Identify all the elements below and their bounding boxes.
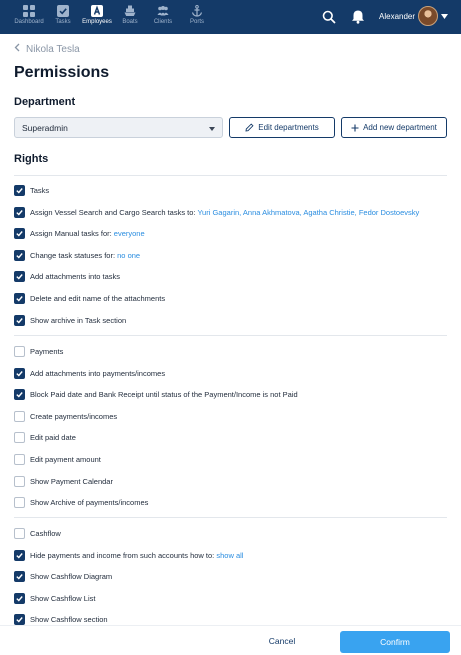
nav-item-clients[interactable]: [146, 5, 180, 31]
department-select[interactable]: [14, 117, 223, 138]
check-icon: [16, 252, 23, 259]
check-icon: [16, 187, 23, 194]
permission-checkbox[interactable]: [14, 432, 25, 443]
permission-text: Payments: [30, 347, 64, 356]
permission-text: Show Cashflow section: [30, 615, 108, 625]
nav-item-ports[interactable]: [180, 5, 214, 31]
divider: [14, 175, 447, 176]
check-icon: [16, 595, 23, 602]
nav-item-boats[interactable]: [113, 5, 147, 31]
check-icon: [16, 317, 23, 324]
permission-label: [30, 207, 419, 218]
permission-text: Show Cashflow Diagram: [30, 572, 113, 582]
permission-link[interactable]: show all: [216, 550, 244, 560]
checkbox-icon: [57, 5, 69, 17]
pencil-icon: [245, 123, 254, 132]
permission-label: [30, 315, 126, 326]
check-icon: [16, 573, 23, 580]
permission-text: Show archive in Task section: [30, 315, 127, 325]
permission-text: Assign Vessel Search and Cargo Search tasks to:: [30, 207, 196, 217]
breadcrumb[interactable]: [14, 43, 80, 55]
permission-checkbox[interactable]: [14, 346, 25, 357]
grid-icon: [23, 5, 35, 17]
plus-icon: [351, 124, 359, 132]
person-badge-icon: [91, 5, 103, 17]
ship-icon: [124, 5, 136, 17]
permission-text: Add attachments into tasks: [30, 272, 121, 282]
avatar[interactable]: [418, 6, 438, 26]
permission-checkbox[interactable]: [14, 411, 25, 422]
anchor-icon: [191, 5, 203, 17]
permission-checkbox[interactable]: [14, 228, 25, 239]
add-new-department-label: Add new department: [363, 123, 437, 132]
nav-item-dashboard[interactable]: [12, 5, 46, 31]
permission-label: [30, 571, 112, 582]
permission-text: Show Cashflow List: [30, 593, 96, 603]
permission-text: Delete and edit name of the attachments: [30, 294, 166, 303]
permission-label: [30, 497, 148, 508]
permission-text: Assign Manual tasks for:: [30, 229, 112, 239]
permission-text: Show Archive of payments/incomes: [30, 498, 149, 508]
permission-checkbox[interactable]: [14, 250, 25, 261]
department-select-value: Superadmin: [22, 123, 68, 133]
edit-departments-label: Edit departments: [258, 123, 319, 132]
edit-departments-button[interactable]: [229, 117, 335, 138]
permission-label: [30, 346, 63, 357]
check-icon: [16, 391, 23, 398]
rights-heading: Rights: [14, 153, 49, 165]
page-title: Permissions: [14, 64, 110, 81]
permission-checkbox[interactable]: [14, 571, 25, 582]
permission-text: Create payments/incomes: [30, 411, 118, 421]
permission-checkbox[interactable]: [14, 476, 25, 487]
divider: [14, 517, 447, 518]
permission-checkbox[interactable]: [14, 454, 25, 465]
permission-label: [30, 228, 145, 239]
chevron-down-icon[interactable]: [441, 14, 448, 19]
permission-label: [30, 368, 165, 379]
nav-item-label: Ports: [189, 19, 204, 25]
permission-checkbox[interactable]: [14, 550, 25, 561]
permission-checkbox[interactable]: [14, 389, 25, 400]
permission-text: Edit payment amount: [30, 455, 101, 464]
permission-text: Change task statuses for:: [30, 250, 116, 260]
permission-checkbox[interactable]: [14, 497, 25, 508]
permission-label: [30, 614, 108, 625]
permission-checkbox[interactable]: [14, 593, 25, 604]
check-icon: [16, 616, 23, 623]
permission-checkbox[interactable]: [14, 271, 25, 282]
permission-label: [30, 550, 243, 561]
permission-label: [30, 432, 76, 443]
permission-checkbox[interactable]: [14, 368, 25, 379]
department-heading: Department: [14, 96, 76, 108]
permission-label: [30, 476, 113, 487]
check-icon: [16, 552, 23, 559]
confirm-button[interactable]: Confirm: [340, 631, 450, 653]
check-icon: [16, 273, 23, 280]
permission-label: [30, 271, 120, 282]
permission-checkbox[interactable]: [14, 185, 25, 196]
permission-label: [30, 250, 140, 261]
cancel-button[interactable]: Cancel: [268, 636, 296, 646]
permission-label: [30, 389, 298, 400]
check-icon: [16, 370, 23, 377]
permission-text: Block Paid date and Bank Receipt until status of the Payment/Income is not Paid: [30, 390, 298, 400]
nav-item-label: Tasks: [55, 19, 71, 25]
permission-checkbox[interactable]: [14, 528, 25, 539]
permission-checkbox[interactable]: [14, 315, 25, 326]
permission-label: [30, 185, 49, 196]
nav-item-label: Dashboard: [14, 19, 44, 25]
divider: [14, 335, 447, 336]
permission-label: [30, 528, 61, 539]
breadcrumb-label: Nikola Tesla: [26, 44, 80, 55]
user-name[interactable]: Alexander: [379, 12, 416, 21]
permission-label: [30, 293, 165, 304]
nav-item-tasks[interactable]: [46, 5, 80, 31]
chevron-down-icon: [209, 127, 215, 131]
bell-icon[interactable]: [351, 9, 365, 24]
top-navigation-bar: [0, 0, 461, 34]
permission-checkbox[interactable]: [14, 293, 25, 304]
check-icon: [16, 295, 23, 302]
chevron-left-icon: [14, 43, 20, 52]
permission-text: Edit paid date: [30, 433, 76, 443]
permission-link[interactable]: no one: [117, 250, 141, 260]
permission-label: [30, 593, 95, 604]
permission-checkbox[interactable]: [14, 614, 25, 625]
add-new-department-button[interactable]: [341, 117, 447, 138]
permission-text: Show Payment Calendar: [30, 476, 113, 486]
permission-text: Cashflow: [30, 529, 61, 538]
nav-item-label: Clients: [153, 19, 173, 25]
permission-link[interactable]: Yuri Gagarin, Anna Akhmatova, Agatha Christie, Fedor Dostoevsky: [197, 207, 420, 217]
permission-label: [30, 411, 117, 422]
permission-link[interactable]: everyone: [113, 229, 145, 239]
permission-label: [30, 454, 101, 465]
nav-item-label: Boats: [122, 19, 138, 25]
search-icon[interactable]: [322, 10, 336, 24]
nav-item-employees[interactable]: [80, 5, 114, 31]
permission-text: Tasks: [30, 186, 50, 195]
permission-text: Add attachments into payments/incomes: [30, 368, 166, 378]
permission-text: Hide payments and income from such accounts how to:: [30, 550, 215, 560]
permission-checkbox[interactable]: [14, 207, 25, 218]
people-icon: [157, 5, 169, 17]
check-icon: [16, 209, 23, 216]
nav-item-label: Employees: [82, 19, 112, 25]
check-icon: [16, 230, 23, 237]
